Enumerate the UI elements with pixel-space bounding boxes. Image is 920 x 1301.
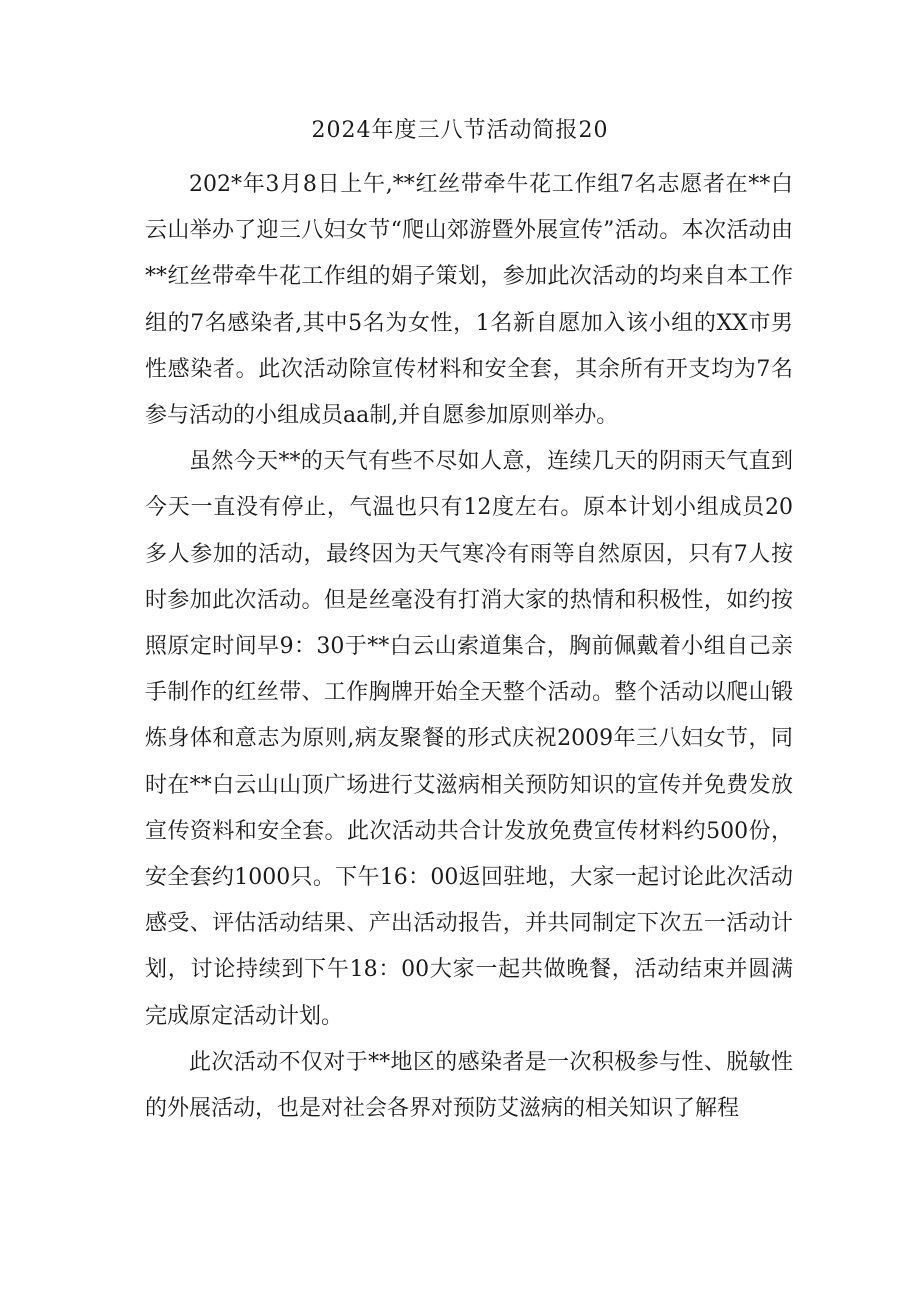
document-title: 2024年度三八节活动简报20	[311, 118, 609, 143]
document-body	[145, 162, 793, 1132]
paragraph-1: 202*年3月8日上午,**红丝带牵牛花工作组7名志愿者在**白云山举办了迎三八妇女节“爬山郊游暨外展宣传”活动。本次活动由**红丝带牵牛花工作组的娟子策划，参加此次活动的均来自本工作组的7名感染者,其中5名为女性，1名新自愿加入该小组的XX市男性感染者。此次活动除宣传材料和安全套，其余所有开支均为7名参与活动的小组成员aa制,并自愿参加原则举办。	[145, 172, 793, 429]
paragraph-3: 此次活动不仅对于**地区的感染者是一次积极参与性、脱敏性的外展活动，也是对社会各界对预防艾滋病的相关知识了解程	[145, 1049, 793, 1122]
paragraph-2: 虽然今天**的天气有些不尽如人意，连续几天的阴雨天气直到今天一直没有停止，气温也只有12度左右。原本计划小组成员20多人参加的活动，最终因为天气寒冷有雨等自然原因，只有7人按时参加此次活动。但是丝毫没有打消大家的热情和积极性，如约按照原定时间早9：30于**白云山索道集合，胸前佩戴着小组自己亲手制作的红丝带、工作胸牌开始全天整个活动。整个活动以爬山锻炼身体和意志为原则,病友聚餐的形式庆祝2009年三八妇女节，同时在**白云山山顶广场进行艾滋病相关预防知识的宣传并免费发放宣传资料和安全套。此次活动共合计发放免费宣传材料约500份，安全套约1000只。下午16：00返回驻地，大家一起讨论此次活动感受、评估活动结果、产出活动报告，并共同制定下次五一活动计划，讨论持续到下午18：00大家一起共做晚餐，活动结束并圆满完成原定活动计划。	[145, 449, 793, 1029]
